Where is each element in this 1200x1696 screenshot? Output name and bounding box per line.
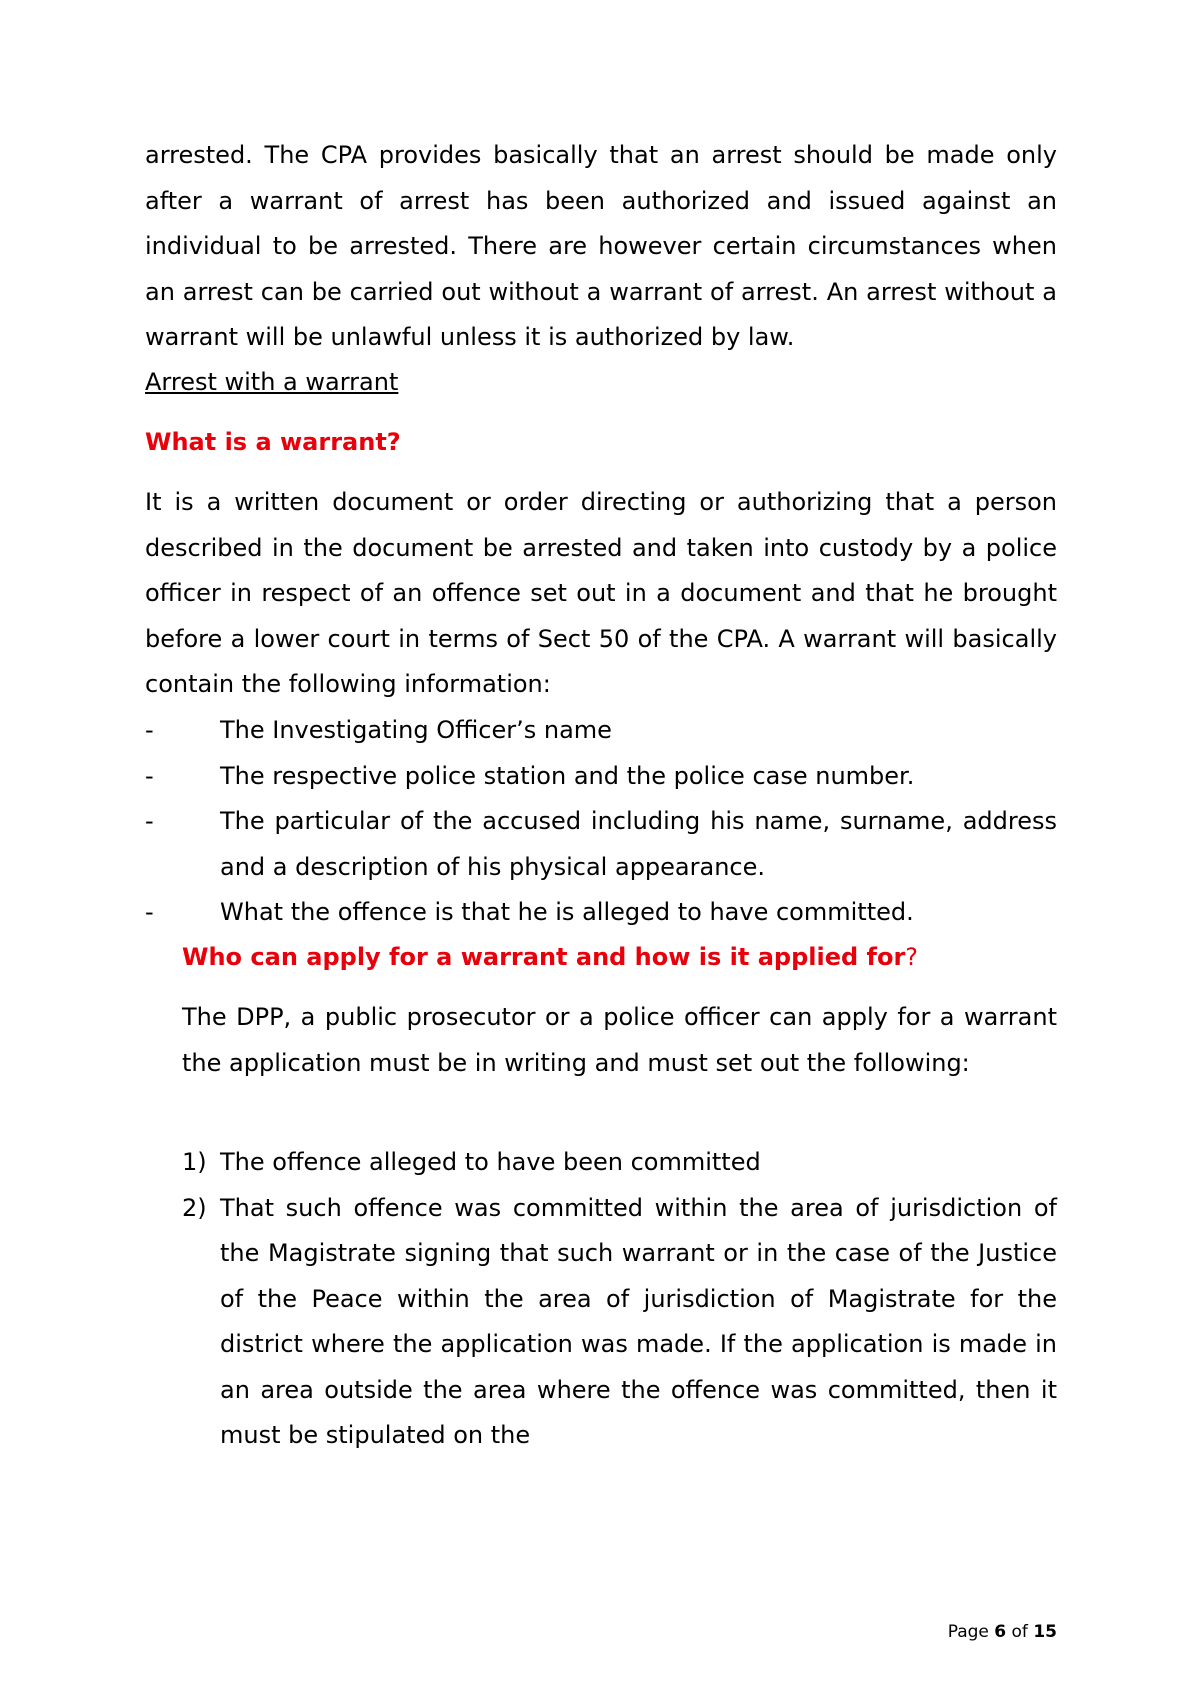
list-marker: 1) xyxy=(182,1148,207,1176)
list-item-text: The offence alleged to have been committed xyxy=(220,1148,761,1176)
list-item xyxy=(145,890,1057,936)
warrant-contents-list xyxy=(145,708,1057,936)
list-marker: - xyxy=(145,807,154,835)
section-heading: Arrest with a warrant xyxy=(145,368,399,396)
list-item-text: The particular of the accused including his name, surname, address and a description of his physical appearance. xyxy=(220,807,1057,881)
intro-paragraph: arrested. The CPA provides basically that an arrest should be made only after a warrant of arrest has been authorized and issued against an individual to be arrested. There are however certain circumstances when an arrest can be carried out without a warrant of arrest. An arrest without a warrant will be unlawful unless it is authorized by law. xyxy=(145,141,1057,351)
question-heading-what-is-warrant: What is a warrant? xyxy=(145,428,401,456)
footer-of-word: of xyxy=(1011,1622,1028,1642)
list-marker: - xyxy=(145,761,154,790)
question-mark: ? xyxy=(905,943,919,971)
list-item xyxy=(145,754,1057,800)
list-item xyxy=(182,1186,1057,1459)
list-item-text: What the offence is that he is alleged to have committed. xyxy=(220,898,914,926)
footer-page-word: Page xyxy=(947,1622,989,1642)
list-item-text: The Investigating Officer’s name xyxy=(220,716,612,744)
list-item-text: The respective police station and the police case number. xyxy=(220,761,915,790)
list-marker: 2) xyxy=(182,1193,207,1222)
warrant-definition-paragraph: It is a written document or order directing or authorizing that a person described in the document be arrested and taken into custody by a police officer in respect of an offence set out in a document and that he brought before a lower court in terms of Sect 50 of the CPA. A warrant will basically contain the following information: xyxy=(145,488,1057,698)
question-heading-who-can-apply xyxy=(182,935,1057,981)
list-marker: - xyxy=(145,898,154,926)
footer-total-pages: 15 xyxy=(1033,1622,1057,1642)
list-item xyxy=(145,708,1057,754)
list-item xyxy=(145,799,1057,890)
list-item xyxy=(182,1140,1057,1186)
page-number-footer xyxy=(900,1620,1057,1644)
footer-page-number: 6 xyxy=(994,1622,1007,1642)
list-item-text: That such offence was committed within the area of jurisdiction of the Magistrate signing that such warrant or in the case of the Justice of the Peace within the area of jurisdiction of Magistrate for the district where the application was made. If the application is made in an area outside the area where the offence was committed, then it must be stipulated on the xyxy=(220,1193,1057,1449)
list-marker: - xyxy=(145,716,154,744)
question-heading-text: Who can apply for a warrant and how is it applied for xyxy=(182,943,906,971)
application-paragraph: The DPP, a public prosecutor or a police officer can apply for a warrant the application must be in writing and must set out the following: xyxy=(182,1003,1057,1077)
application-requirements-list xyxy=(182,1140,1057,1459)
